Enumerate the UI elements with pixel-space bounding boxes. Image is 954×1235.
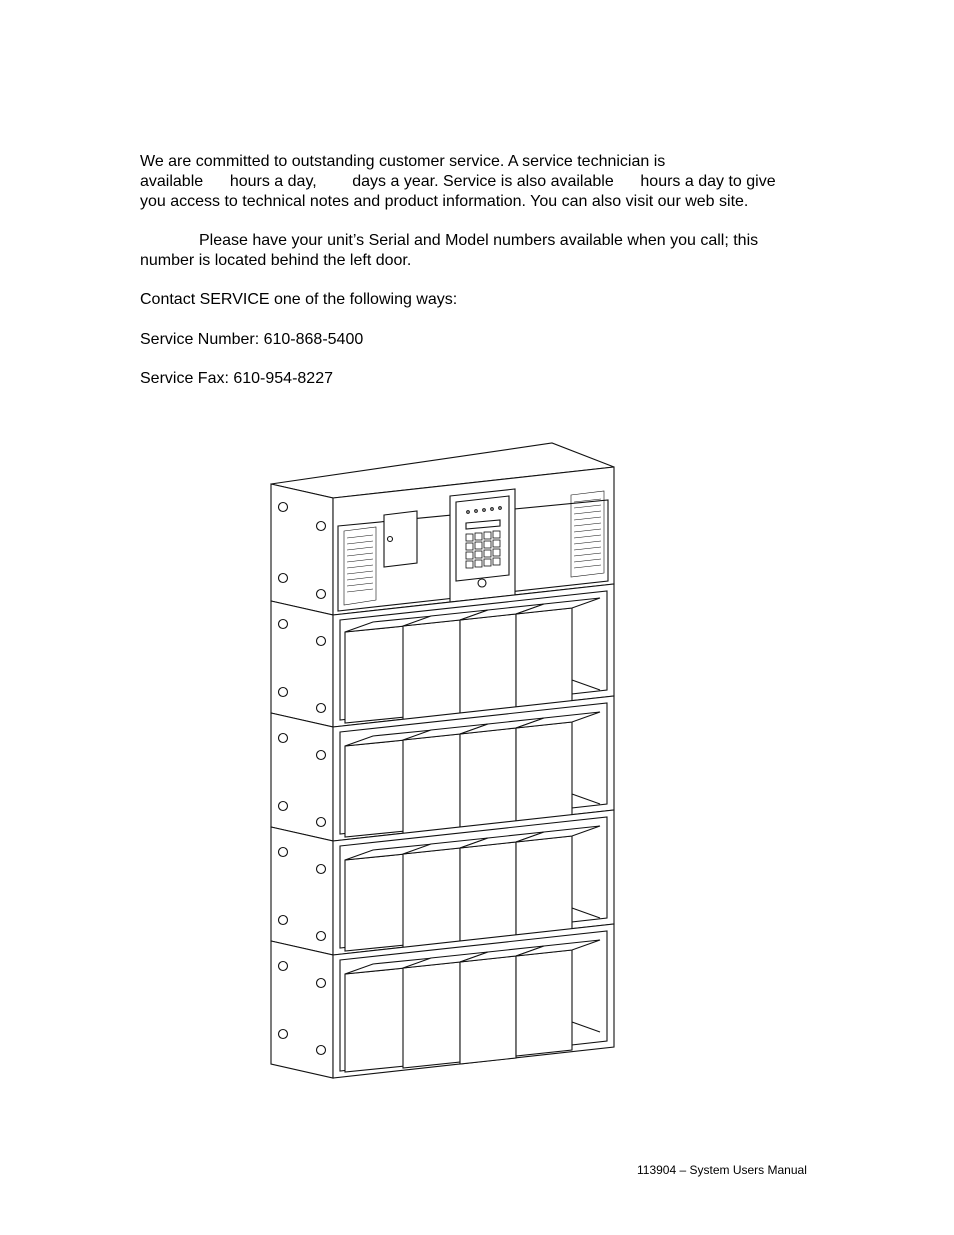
note-line-2: number is located behind the left door. <box>140 252 412 269</box>
note-line-1: Please have your unit’s Serial and Model numbers available when you call; this <box>199 232 759 249</box>
intro-line-3: you access to technical notes and product information. You can also visit our web site. <box>140 193 749 210</box>
service-number: Service Number: 610-868-5400 <box>140 331 364 348</box>
contact-heading: Contact SERVICE one of the following ways: <box>140 291 458 308</box>
keypad-panel <box>450 489 515 602</box>
footer-doc-label: 113904 – System Users Manual <box>637 1163 807 1177</box>
small-door <box>384 511 417 567</box>
intro-line-2: available hours a day, days a year. Service is also available hours a day to give <box>140 173 776 190</box>
intro-line-1: We are committed to outstanding customer service. A service technician is <box>140 153 666 170</box>
cabinet-illustration <box>265 436 625 1086</box>
service-fax: Service Fax: 610-954-8227 <box>140 370 333 387</box>
